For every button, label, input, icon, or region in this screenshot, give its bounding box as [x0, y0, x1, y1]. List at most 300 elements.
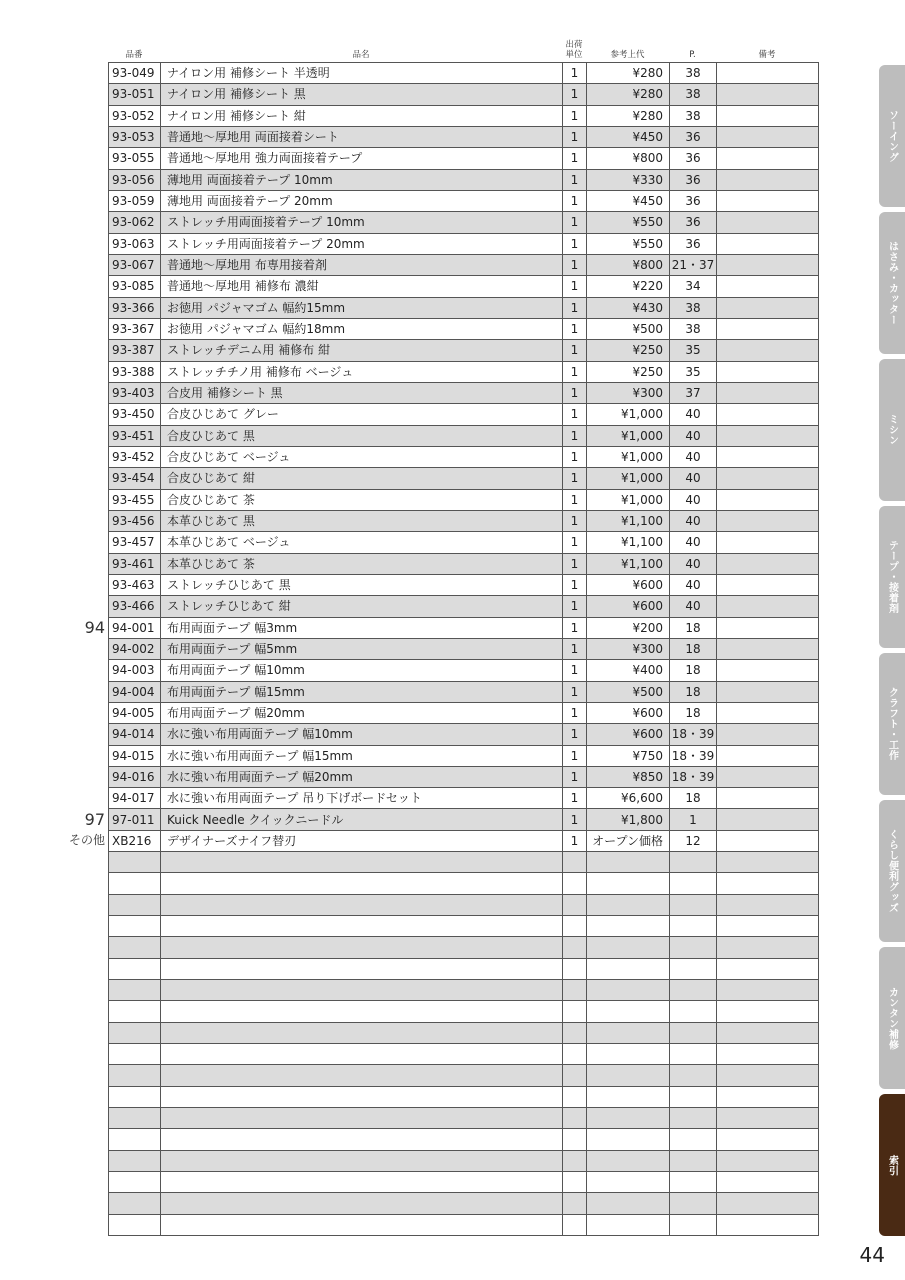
cell-name: 合皮ひじあて 黒 [161, 425, 563, 446]
empty-cell [717, 937, 819, 958]
empty-row [109, 937, 819, 958]
empty-cell [670, 1172, 717, 1193]
cell-name: 普通地～厚地用 補修布 濃紺 [161, 276, 563, 297]
empty-row [109, 1065, 819, 1086]
cell-unit: 1 [563, 148, 587, 169]
cell-note [717, 553, 819, 574]
empty-cell [587, 1108, 670, 1129]
tab-5[interactable] [879, 800, 905, 942]
cell-unit: 1 [563, 553, 587, 574]
cell-note [717, 510, 819, 531]
table-row [109, 190, 819, 211]
cell-note [717, 532, 819, 553]
table-row [109, 788, 819, 809]
cell-name: 布用両面テープ 幅10mm [161, 660, 563, 681]
cell-name: 普通地～厚地用 布専用接着剤 [161, 254, 563, 275]
cell-unit: 1 [563, 276, 587, 297]
empty-cell [109, 1150, 161, 1171]
cell-price: ¥1,000 [587, 446, 670, 467]
cell-price: ¥300 [587, 382, 670, 403]
cell-unit: 1 [563, 254, 587, 275]
tab-1[interactable] [879, 212, 905, 354]
empty-cell [670, 1193, 717, 1214]
cell-page: 38 [670, 318, 717, 339]
empty-cell [161, 1086, 563, 1107]
cell-unit: 1 [563, 63, 587, 84]
cell-price: ¥550 [587, 212, 670, 233]
cell-name: ナイロン用 補修シート 半透明 [161, 63, 563, 84]
cell-unit: 1 [563, 489, 587, 510]
cell-unit: 1 [563, 404, 587, 425]
table-row [109, 724, 819, 745]
empty-cell [587, 1065, 670, 1086]
cell-name: 普通地～厚地用 強力両面接着テープ [161, 148, 563, 169]
table-row [109, 233, 819, 254]
empty-cell [670, 1001, 717, 1022]
empty-cell [563, 958, 587, 979]
empty-cell [161, 1193, 563, 1214]
cell-page: 12 [670, 830, 717, 851]
cell-code: 93-454 [109, 468, 161, 489]
cell-page: 36 [670, 148, 717, 169]
cell-name: 合皮ひじあて 茶 [161, 489, 563, 510]
cell-code: 94-003 [109, 660, 161, 681]
index-table [108, 62, 819, 1236]
empty-cell [587, 1001, 670, 1022]
cell-name: 布用両面テープ 幅20mm [161, 702, 563, 723]
table-row [109, 830, 819, 851]
empty-cell [109, 894, 161, 915]
cell-name: 布用両面テープ 幅3mm [161, 617, 563, 638]
empty-cell [670, 894, 717, 915]
cell-code: 93-456 [109, 510, 161, 531]
cell-note [717, 212, 819, 233]
cell-price: ¥280 [587, 105, 670, 126]
empty-cell [161, 1214, 563, 1235]
table-row [109, 212, 819, 233]
cell-unit: 1 [563, 468, 587, 489]
empty-cell [670, 1065, 717, 1086]
cell-name: 布用両面テープ 幅15mm [161, 681, 563, 702]
empty-cell [109, 980, 161, 1001]
cell-note [717, 745, 819, 766]
header-note: 備考 [758, 50, 776, 60]
empty-row [109, 916, 819, 937]
empty-cell [563, 980, 587, 1001]
cell-note [717, 148, 819, 169]
cell-name: 布用両面テープ 幅5mm [161, 638, 563, 659]
empty-cell [161, 894, 563, 915]
cell-price: ¥1,000 [587, 489, 670, 510]
empty-cell [109, 1022, 161, 1043]
cell-price: ¥430 [587, 297, 670, 318]
cell-note [717, 105, 819, 126]
cell-price: ¥280 [587, 84, 670, 105]
cell-name: Kuick Needle クイックニードル [161, 809, 563, 830]
empty-cell [587, 1214, 670, 1235]
empty-row [109, 1150, 819, 1171]
cell-name: 合皮ひじあて ベージュ [161, 446, 563, 467]
page-number: 44 [859, 1243, 885, 1267]
cell-note [717, 340, 819, 361]
cell-name: 合皮ひじあて グレー [161, 404, 563, 425]
cell-code: 93-051 [109, 84, 161, 105]
cell-note [717, 830, 819, 851]
cell-note [717, 617, 819, 638]
cell-page: 18・39 [670, 724, 717, 745]
cell-page: 35 [670, 340, 717, 361]
table-row [109, 681, 819, 702]
cell-price: ¥850 [587, 766, 670, 787]
cell-price: ¥220 [587, 276, 670, 297]
cell-code: 94-001 [109, 617, 161, 638]
tab-label: くらし便利グッズ [886, 829, 898, 913]
empty-cell [717, 1108, 819, 1129]
cell-page: 36 [670, 169, 717, 190]
cell-name: ストレッチひじあて 黒 [161, 574, 563, 595]
empty-cell [670, 1044, 717, 1065]
cell-name: 水に強い布用両面テープ 幅20mm [161, 766, 563, 787]
cell-note [717, 382, 819, 403]
cell-code: XB216 [109, 830, 161, 851]
cell-page: 40 [670, 596, 717, 617]
cell-code: 93-062 [109, 212, 161, 233]
cell-price: ¥250 [587, 361, 670, 382]
group-label: 97 [84, 809, 105, 829]
empty-cell [563, 1022, 587, 1043]
cell-unit: 1 [563, 297, 587, 318]
table-row [109, 766, 819, 787]
cell-name: 普通地～厚地用 両面接着シート [161, 126, 563, 147]
cell-price: ¥800 [587, 148, 670, 169]
cell-code: 93-063 [109, 233, 161, 254]
empty-cell [109, 1193, 161, 1214]
empty-row [109, 1129, 819, 1150]
empty-cell [161, 958, 563, 979]
table-row [109, 596, 819, 617]
cell-page: 36 [670, 190, 717, 211]
cell-price: ¥1,000 [587, 468, 670, 489]
table-row [109, 425, 819, 446]
cell-note [717, 318, 819, 339]
cell-code: 97-011 [109, 809, 161, 830]
cell-price: ¥500 [587, 318, 670, 339]
table-row [109, 553, 819, 574]
cell-price: ¥6,600 [587, 788, 670, 809]
table-row [109, 361, 819, 382]
cell-page: 1 [670, 809, 717, 830]
empty-cell [109, 916, 161, 937]
table-row [109, 63, 819, 84]
table-row [109, 297, 819, 318]
empty-cell [587, 958, 670, 979]
cell-page: 38 [670, 297, 717, 318]
cell-price: ¥600 [587, 574, 670, 595]
cell-page: 18 [670, 788, 717, 809]
cell-price: ¥1,100 [587, 510, 670, 531]
cell-code: 93-455 [109, 489, 161, 510]
group-label: 94 [84, 617, 105, 637]
cell-page: 18 [670, 660, 717, 681]
cell-note [717, 63, 819, 84]
table-row [109, 468, 819, 489]
table-row [109, 510, 819, 531]
empty-cell [161, 1129, 563, 1150]
table-row [109, 254, 819, 275]
tab-0[interactable] [879, 65, 905, 207]
cell-unit: 1 [563, 596, 587, 617]
empty-cell [717, 1129, 819, 1150]
empty-cell [109, 937, 161, 958]
cell-unit: 1 [563, 233, 587, 254]
empty-cell [109, 1086, 161, 1107]
cell-page: 35 [670, 361, 717, 382]
cell-code: 93-466 [109, 596, 161, 617]
empty-cell [670, 852, 717, 873]
tab-label: はさみ・カッター [886, 241, 898, 325]
cell-name: ナイロン用 補修シート 黒 [161, 84, 563, 105]
cell-code: 94-014 [109, 724, 161, 745]
cell-page: 40 [670, 446, 717, 467]
cell-note [717, 809, 819, 830]
cell-code: 93-052 [109, 105, 161, 126]
cell-price: ¥1,800 [587, 809, 670, 830]
cell-code: 93-366 [109, 297, 161, 318]
cell-page: 38 [670, 105, 717, 126]
empty-cell [717, 1001, 819, 1022]
tab-4[interactable] [879, 653, 905, 795]
header-code: 品番 [125, 50, 143, 60]
empty-cell [563, 1001, 587, 1022]
cell-name: お徳用 パジャマゴム 幅約15mm [161, 297, 563, 318]
empty-cell [670, 1108, 717, 1129]
empty-row [109, 852, 819, 873]
cell-name: 本革ひじあて 茶 [161, 553, 563, 574]
cell-unit: 1 [563, 212, 587, 233]
cell-unit: 1 [563, 745, 587, 766]
empty-cell [587, 1022, 670, 1043]
tab-7[interactable] [879, 1094, 905, 1236]
cell-code: 93-452 [109, 446, 161, 467]
empty-cell [563, 916, 587, 937]
cell-name: 本革ひじあて ベージュ [161, 532, 563, 553]
empty-row [109, 958, 819, 979]
empty-cell [670, 1150, 717, 1171]
table-row [109, 318, 819, 339]
cell-code: 93-451 [109, 425, 161, 446]
cell-unit: 1 [563, 574, 587, 595]
empty-cell [670, 916, 717, 937]
empty-cell [670, 873, 717, 894]
empty-cell [670, 1022, 717, 1043]
empty-row [109, 1214, 819, 1235]
empty-cell [717, 894, 819, 915]
cell-price: ¥550 [587, 233, 670, 254]
cell-name: ストレッチチノ用 補修布 ベージュ [161, 361, 563, 382]
empty-cell [587, 1044, 670, 1065]
cell-code: 93-388 [109, 361, 161, 382]
cell-name: ストレッチひじあて 紺 [161, 596, 563, 617]
cell-note [717, 190, 819, 211]
cell-price: ¥1,000 [587, 404, 670, 425]
empty-cell [670, 1086, 717, 1107]
cell-code: 94-017 [109, 788, 161, 809]
cell-page: 36 [670, 126, 717, 147]
empty-row [109, 1086, 819, 1107]
empty-cell [587, 1150, 670, 1171]
cell-code: 93-450 [109, 404, 161, 425]
cell-unit: 1 [563, 788, 587, 809]
table-row [109, 446, 819, 467]
cell-price: ¥280 [587, 63, 670, 84]
table-row [109, 702, 819, 723]
table-row [109, 660, 819, 681]
cell-name: 合皮用 補修シート 黒 [161, 382, 563, 403]
empty-cell [161, 1150, 563, 1171]
cell-name: デザイナーズナイフ替刃 [161, 830, 563, 851]
table-row [109, 638, 819, 659]
empty-cell [587, 916, 670, 937]
header-unit: 出荷 単位 [565, 40, 583, 60]
empty-cell [717, 1022, 819, 1043]
tab-label: ミシン [886, 414, 898, 446]
empty-row [109, 894, 819, 915]
table-row [109, 574, 819, 595]
cell-name: 本革ひじあて 黒 [161, 510, 563, 531]
cell-unit: 1 [563, 382, 587, 403]
tab-label: クラフト・工作 [886, 687, 898, 761]
empty-cell [717, 1214, 819, 1235]
empty-cell [109, 1172, 161, 1193]
cell-unit: 1 [563, 126, 587, 147]
cell-unit: 1 [563, 190, 587, 211]
cell-page: 21・37 [670, 254, 717, 275]
cell-price: ¥600 [587, 596, 670, 617]
cell-note [717, 233, 819, 254]
empty-row [109, 1172, 819, 1193]
cell-price: オープン価格 [587, 830, 670, 851]
cell-price: ¥1,100 [587, 532, 670, 553]
cell-note [717, 276, 819, 297]
cell-page: 18 [670, 638, 717, 659]
table-row [109, 745, 819, 766]
empty-cell [587, 1086, 670, 1107]
tab-label: 索引 [886, 1154, 898, 1176]
cell-price: ¥600 [587, 702, 670, 723]
empty-cell [563, 1214, 587, 1235]
cell-note [717, 126, 819, 147]
empty-cell [717, 852, 819, 873]
empty-cell [161, 937, 563, 958]
empty-cell [109, 1065, 161, 1086]
cell-note [717, 574, 819, 595]
cell-note [717, 84, 819, 105]
cell-note [717, 446, 819, 467]
header-page: P. [689, 50, 696, 60]
cell-unit: 1 [563, 702, 587, 723]
cell-name: 水に強い布用両面テープ 幅10mm [161, 724, 563, 745]
cell-unit: 1 [563, 84, 587, 105]
cell-note [717, 702, 819, 723]
cell-name: 薄地用 両面接着テープ 20mm [161, 190, 563, 211]
empty-cell [563, 1193, 587, 1214]
table-row [109, 340, 819, 361]
empty-cell [563, 894, 587, 915]
cell-unit: 1 [563, 425, 587, 446]
tab-2[interactable] [879, 359, 905, 501]
cell-page: 38 [670, 63, 717, 84]
cell-note [717, 766, 819, 787]
table-row [109, 532, 819, 553]
table-row [109, 617, 819, 638]
header-name: 品名 [352, 50, 370, 60]
cell-code: 93-461 [109, 553, 161, 574]
cell-note [717, 297, 819, 318]
cell-code: 93-463 [109, 574, 161, 595]
empty-cell [563, 1108, 587, 1129]
cell-page: 40 [670, 404, 717, 425]
empty-cell [717, 1193, 819, 1214]
cell-code: 93-049 [109, 63, 161, 84]
empty-cell [587, 852, 670, 873]
empty-cell [161, 916, 563, 937]
empty-cell [717, 1086, 819, 1107]
empty-cell [161, 1044, 563, 1065]
empty-cell [109, 1214, 161, 1235]
cell-name: ナイロン用 補修シート 紺 [161, 105, 563, 126]
cell-note [717, 425, 819, 446]
cell-unit: 1 [563, 809, 587, 830]
cell-code: 94-005 [109, 702, 161, 723]
cell-unit: 1 [563, 724, 587, 745]
header-price: 参考上代 [610, 50, 645, 60]
empty-cell [587, 873, 670, 894]
cell-price: ¥800 [587, 254, 670, 275]
empty-cell [670, 958, 717, 979]
cell-page: 18・39 [670, 766, 717, 787]
cell-page: 37 [670, 382, 717, 403]
cell-page: 38 [670, 84, 717, 105]
empty-cell [670, 980, 717, 1001]
empty-cell [670, 937, 717, 958]
cell-page: 40 [670, 510, 717, 531]
group-label: その他 [68, 832, 105, 847]
tab-3[interactable] [879, 506, 905, 648]
cell-price: ¥450 [587, 126, 670, 147]
empty-cell [563, 873, 587, 894]
empty-cell [717, 1172, 819, 1193]
empty-cell [587, 980, 670, 1001]
cell-code: 94-004 [109, 681, 161, 702]
cell-note [717, 596, 819, 617]
tab-6[interactable] [879, 947, 905, 1089]
cell-page: 40 [670, 574, 717, 595]
cell-note [717, 468, 819, 489]
cell-unit: 1 [563, 830, 587, 851]
cell-price: ¥1,100 [587, 553, 670, 574]
cell-unit: 1 [563, 617, 587, 638]
cell-price: ¥300 [587, 638, 670, 659]
cell-note [717, 254, 819, 275]
empty-cell [587, 1129, 670, 1150]
empty-cell [587, 894, 670, 915]
cell-unit: 1 [563, 446, 587, 467]
cell-note [717, 724, 819, 745]
cell-unit: 1 [563, 638, 587, 659]
empty-cell [161, 1065, 563, 1086]
empty-cell [563, 1129, 587, 1150]
cell-unit: 1 [563, 510, 587, 531]
